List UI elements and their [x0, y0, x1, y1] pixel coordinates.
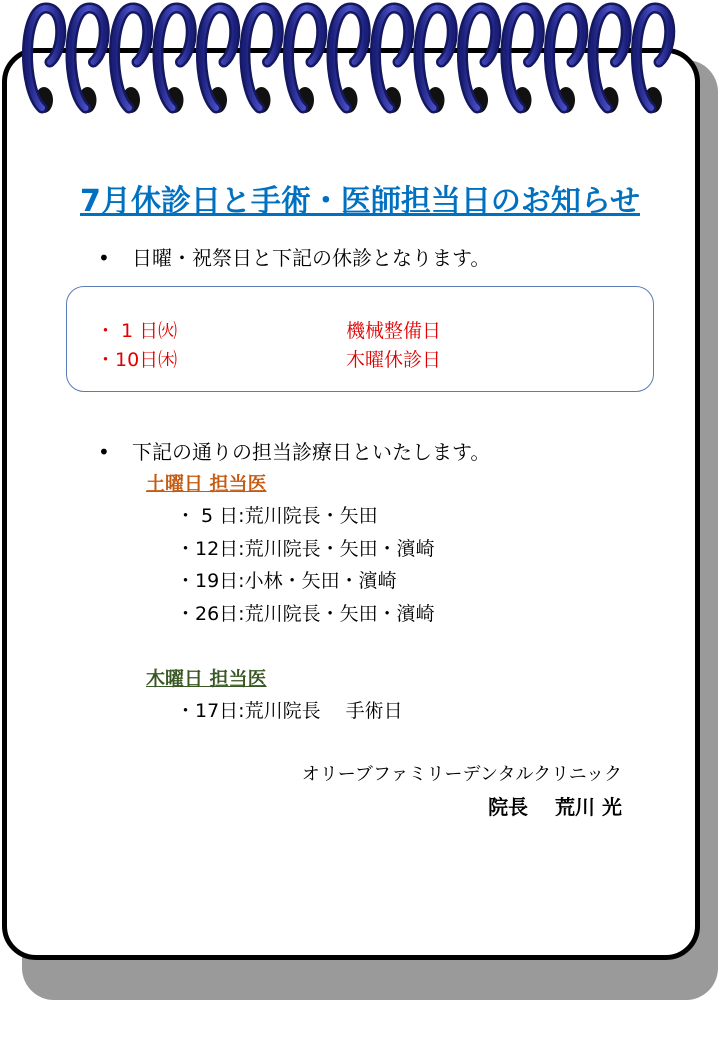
intro-bullet: •	[98, 246, 110, 270]
spiral-binding	[0, 0, 720, 140]
holiday-label: 機械整備日	[346, 320, 442, 342]
binding-ring	[27, 8, 60, 113]
binding-ring	[462, 8, 495, 113]
binding-ring	[375, 8, 408, 113]
clinic-name: オリーブファミリーデンタルクリニック	[301, 764, 622, 785]
binding-ring	[636, 8, 669, 113]
binding-ring	[549, 8, 582, 113]
director-name: 院長 荒川 光	[488, 795, 622, 819]
schedule-intro-line	[98, 436, 490, 465]
binding-ring	[419, 8, 452, 113]
thursday-row: ・17日:荒川院長 手術日	[176, 700, 403, 722]
intro-line	[98, 242, 490, 271]
saturday-row: ・19日:小林・矢田・濱崎	[176, 570, 397, 592]
holiday-label: 木曜休診日	[346, 349, 442, 371]
schedule-intro-text: 下記の通りの担当診療日といたします。	[132, 440, 491, 464]
intro-text: 日曜・祝祭日と下記の休診となります。	[132, 246, 491, 270]
saturday-row: ・26日:荒川院長・矢田・濱崎	[176, 603, 435, 625]
binding-ring	[114, 8, 147, 113]
binding-ring	[506, 8, 539, 113]
binding-ring	[332, 8, 365, 113]
holiday-row	[96, 345, 441, 372]
binding-ring	[593, 8, 626, 113]
holiday-date: ・10日㈭	[96, 349, 178, 371]
binding-ring	[71, 8, 104, 113]
holiday-row	[96, 316, 441, 343]
schedule-bullet: •	[98, 440, 110, 464]
saturday-row: ・ 5 日:荒川院長・矢田	[176, 505, 378, 527]
saturday-heading: 土曜日 担当医	[146, 473, 267, 495]
binding-ring	[158, 8, 191, 113]
binding-ring	[288, 8, 321, 113]
saturday-row: ・12日:荒川院長・矢田・濱崎	[176, 538, 435, 560]
holiday-date: ・ 1 日㈫	[96, 320, 178, 342]
page-title: 7月休診日と手術・医師担当日のお知らせ	[80, 184, 640, 219]
binding-ring	[201, 8, 234, 113]
binding-ring	[245, 8, 278, 113]
thursday-heading: 木曜日 担当医	[146, 668, 267, 690]
